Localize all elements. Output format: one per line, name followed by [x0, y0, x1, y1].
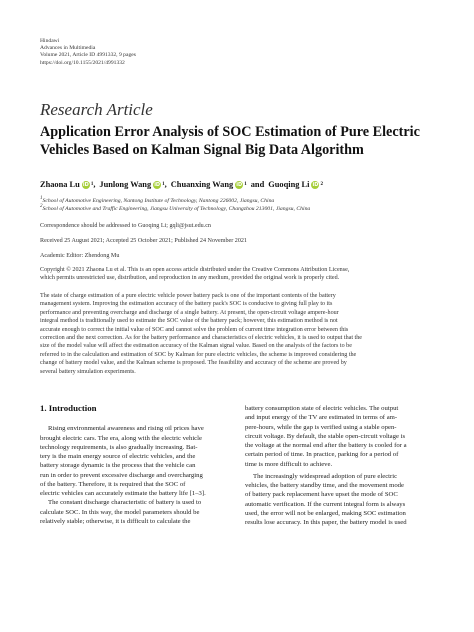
affiliation-item: $^1$School of Automotive Engineering, Nantong Institute of Technology, Nantong 226002, Jiangsu, China	[40, 196, 275, 204]
affiliations	[40, 197, 310, 213]
orcid-icon[interactable]: iD	[154, 181, 161, 188]
volume-info: Volume 2021, Article ID 4991332, 9 pages	[40, 52, 136, 59]
publisher-name: Hindawi	[40, 38, 60, 44]
author-list: Zhaona Lu iD 1 , Junlong Wang iD 1 , Chuanxing Wang iD 1 and Guoqing Li iD 2	[40, 180, 323, 189]
academic-editor: Academic Editor: Zhendong Mu	[40, 253, 120, 259]
author-name: Junlong Wang	[99, 180, 152, 189]
section-heading: 1. Introduction	[40, 403, 97, 413]
title-line: Application Error Analysis of SOC Estimation of Pure Electric	[40, 124, 420, 140]
author-separator: ,	[164, 180, 167, 189]
author-name: Chuanxing Wang	[170, 180, 234, 189]
copyright-notice: Copyright © 2021 Zhaona Lu et al. This is an open access article distributed under the Creative Commons Attribution License, which permits unrestricted use, distribution, and reproduction in any medium, provided the original work is properly cited.	[40, 267, 350, 282]
abstract: The state of charge estimation of a pure electric vehicle power battery pack is one of the important contents of the battery management system. Improving the estimation accuracy of the battery pack's SOC is conducive to giving full play to its performance and preventing overcharge and discharge of a single battery. At present, the open-circuit voltage ampere-hour integral method is traditionally used to estimate the SOC value of the battery pack; however, this estimation method is not accurate enough to correct the initial value of SOC and cannot solve the problem of current time integration error between this correction and the next correction. As for the battery performance and characteristics of electric vehicles, it is used to output that the size of the model value will affect the estimation accuracy of the Kalman signal value. Based on the analysis of the factors to be referred to in the calculation and estimation of SOC by Kalman for pure electric vehicles, the scheme is improved considering the change of battery model value, and the Kalman scheme is proposed. The feasibility and accuracy of the scheme are proved by several battery simulation experiments.	[40, 293, 362, 375]
author-name: Guoqing Li	[268, 180, 310, 189]
article-title	[40, 123, 440, 159]
doi-link[interactable]: https://doi.org/10.1155/2021/4991332	[40, 59, 125, 66]
article-type: Research Article	[40, 100, 153, 119]
orcid-icon[interactable]: iD	[312, 181, 319, 188]
affiliation-item: $^2$School of Automotive and Traffic Engineering, Jiangsu University of Technology, Changzhou 213001, Jiangsu, China	[40, 204, 311, 212]
author-separator: ,	[93, 180, 96, 189]
orcid-icon[interactable]: iD	[236, 181, 243, 188]
correspondence-note: Correspondence should be addressed to Guoqing Li; gqli@jsut.edu.cn	[40, 223, 211, 229]
orcid-icon[interactable]: iD	[82, 181, 89, 188]
left-column	[40, 404, 230, 526]
publication-dates: Received 25 August 2021; Accepted 25 October 2021; Published 24 November 2021	[40, 238, 247, 244]
journal-header	[40, 38, 136, 67]
author-separator: and	[250, 180, 265, 189]
title-line: Vehicles Based on Kalman Signal Big Data Algorithm	[40, 142, 364, 158]
body-text: battery consumption state of electric vehicles. The output and input energy of the TV are estimated in terms of am- pere-hours, while the gap is verified using a stable open- circuit voltage. By default, the stable open-circuit voltage is the voltage at the normal end after the battery is cooled for a certain period of time. In practice, parking for a period of time is more difficult to achieve. The increasingly widespread adoption of pure electric vehicles, the battery standby time, and the movement mode of battery pack replacement have upset the mode of SOC automatic verification. If the current integral form is always used, the error will not be enlarged, making SOC estimation results lose accuracy. In this paper, the battery model is used	[245, 405, 407, 526]
right-column	[245, 404, 435, 527]
body-text: Rising environmental awareness and rising oil prices have brought electric cars. The era, along with the electric vehicle technology requirements, is also gradually increasing. Bat- tery is the main energy source of electric vehicles, and the battery storage dynamic is the process that the vehicle can run in order to prevent excessive discharge and overcharging of the battery. Therefore, it is required that the SOC of electric vehicles can accurately estimate the battery life [1–3]. The constant discharge characteristic of battery is used to calculate SOC. In this way, the model parameters should be relatively stable; otherwise, it is difficult to calculate the	[40, 425, 206, 525]
journal-name: Advances in Multimedia	[40, 45, 96, 52]
author-name: Zhaona Lu	[40, 180, 80, 189]
